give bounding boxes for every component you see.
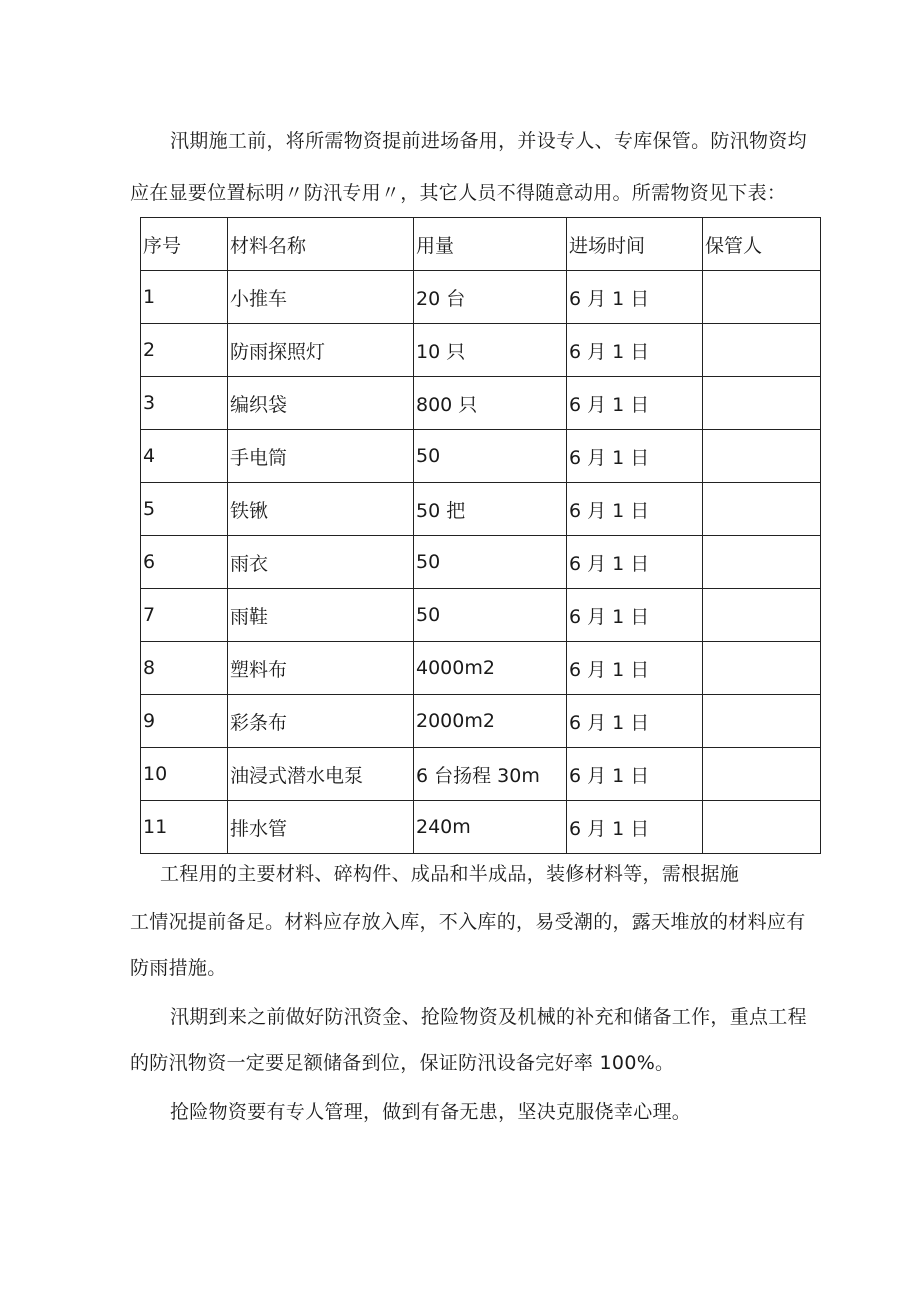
cell-material-name: 防雨探照灯 [228,324,414,377]
materials-line-1: 工程用的主要材料、碎构件、成品和半成品，装修材料等，需根据施 [160,863,740,885]
cell-custodian [703,801,821,854]
table-row [141,271,821,324]
cell-material-name: 小推车 [228,271,414,324]
header-custodian: 保管人 [703,218,821,271]
header-index: 序号 [141,218,228,271]
cell-material-name: 彩条布 [228,695,414,748]
cell-quantity: 4000m2 [414,642,567,695]
cell-custodian [703,271,821,324]
cell-quantity: 2000m2 [414,695,567,748]
cell-index: 7 [141,589,228,642]
cell-arrival-time: 6 月 1 日 [567,642,703,695]
intro-line-1: 汛期施工前，将所需物资提前进场备用，并设专人、专库保管。防汛物资均 [170,130,807,152]
cell-quantity: 240m [414,801,567,854]
cell-index: 4 [141,430,228,483]
cell-material-name: 手电筒 [228,430,414,483]
cell-index: 11 [141,801,228,854]
cell-quantity: 10 只 [414,324,567,377]
table-row [141,536,821,589]
cell-quantity: 50 把 [414,483,567,536]
cell-quantity: 6 台扬程 30m [414,748,567,801]
cell-quantity: 50 [414,589,567,642]
cell-custodian [703,324,821,377]
table-row [141,483,821,536]
cell-custodian [703,377,821,430]
cell-arrival-time: 6 月 1 日 [567,801,703,854]
cell-index: 6 [141,536,228,589]
table-row [141,430,821,483]
table-header-row [141,218,821,271]
cell-arrival-time: 6 月 1 日 [567,377,703,430]
table-row [141,589,821,642]
cell-arrival-time: 6 月 1 日 [567,695,703,748]
cell-arrival-time: 6 月 1 日 [567,589,703,642]
cell-index: 3 [141,377,228,430]
cell-quantity: 800 只 [414,377,567,430]
cell-arrival-time: 6 月 1 日 [567,324,703,377]
cell-index: 5 [141,483,228,536]
rescue-line-1: 抢险物资要有专人管理，做到有备无患，坚决克服侥幸心理。 [170,1101,692,1123]
cell-custodian [703,748,821,801]
table-row [141,801,821,854]
materials-line-2: 工情况提前备足。材料应存放入库，不入库的，易受潮的，露天堆放的材料应有 [130,911,806,933]
cell-arrival-time: 6 月 1 日 [567,271,703,324]
table-row [141,695,821,748]
table-row [141,324,821,377]
cell-arrival-time: 6 月 1 日 [567,483,703,536]
cell-index: 9 [141,695,228,748]
cell-material-name: 编织袋 [228,377,414,430]
header-material-name: 材料名称 [228,218,414,271]
cell-custodian [703,695,821,748]
cell-arrival-time: 6 月 1 日 [567,430,703,483]
cell-material-name: 雨鞋 [228,589,414,642]
cell-quantity: 50 [414,430,567,483]
cell-index: 1 [141,271,228,324]
cell-custodian [703,536,821,589]
cell-index: 8 [141,642,228,695]
header-quantity: 用量 [414,218,567,271]
table-row [141,377,821,430]
cell-index: 10 [141,748,228,801]
cell-material-name: 排水管 [228,801,414,854]
table-row [141,748,821,801]
cell-material-name: 铁锹 [228,483,414,536]
cell-material-name: 雨衣 [228,536,414,589]
materials-line-3: 防雨措施。 [130,957,227,979]
cell-quantity: 50 [414,536,567,589]
header-arrival-time: 进场时间 [567,218,703,271]
cell-quantity: 20 台 [414,271,567,324]
cell-arrival-time: 6 月 1 日 [567,748,703,801]
cell-custodian [703,483,821,536]
cell-index: 2 [141,324,228,377]
cell-material-name: 油浸式潜水电泵 [228,748,414,801]
materials-table [140,217,821,854]
cell-custodian [703,430,821,483]
intro-line-2: 应在显要位置标明〃防汛专用〃，其它人员不得随意动用。所需物资见下表： [130,182,787,204]
cell-arrival-time: 6 月 1 日 [567,536,703,589]
flood-funds-line-2: 的防汛物资一定要足额储备到位，保证防汛设备完好率 100%。 [130,1052,675,1074]
table-row [141,642,821,695]
cell-material-name: 塑料布 [228,642,414,695]
flood-funds-line-1: 汛期到来之前做好防汛资金、抢险物资及机械的补充和储备工作，重点工程 [170,1006,807,1028]
cell-custodian [703,642,821,695]
cell-custodian [703,589,821,642]
